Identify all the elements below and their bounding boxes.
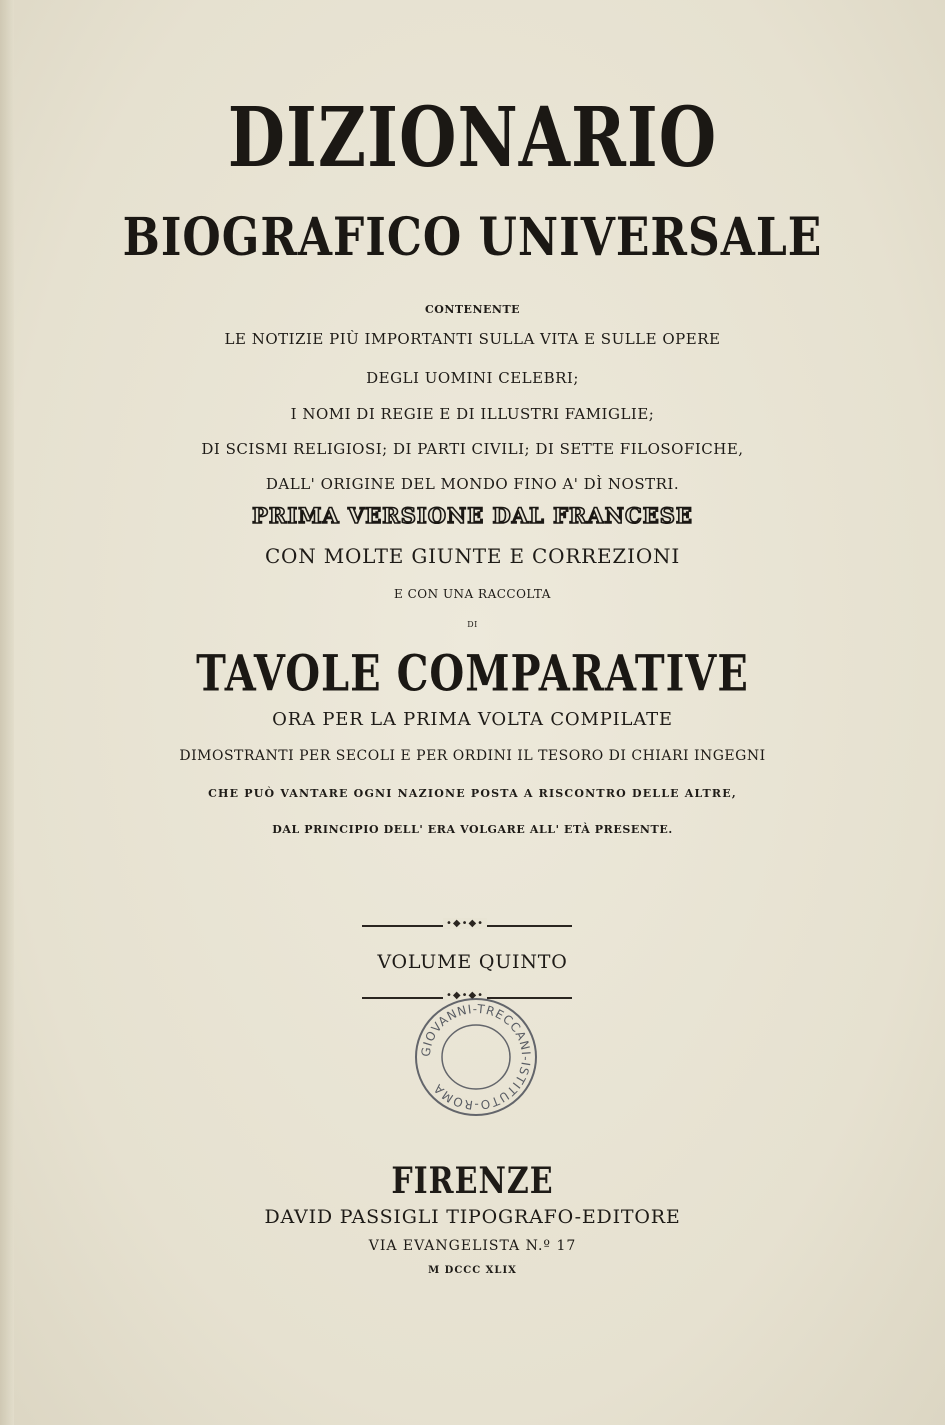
description-line-1: LE NOTIZIE PIÙ IMPORTANTI SULLA VITA E SULLE OPERE (224, 330, 721, 348)
title-line-1: DIZIONARIO (227, 88, 718, 186)
volume-label: VOLUME QUINTO (377, 951, 568, 973)
ornament-top: •◆•◆• (443, 918, 487, 929)
raccolta-line: E CON UNA RACCOLTA (394, 587, 551, 601)
svg-text:GIOVANNI-TRECCANI-ISTITUTO-ROM (419, 1002, 533, 1112)
description-line-2: DEGLI UOMINI CELEBRI; (366, 369, 579, 387)
tavole-title: TAVOLE COMPARATIVE (196, 644, 749, 703)
giunte-line: CON MOLTE GIUNTE E CORREZIONI (264, 544, 681, 568)
publisher: DAVID PASSIGLI TIPOGRAFO-EDITORE (264, 1206, 681, 1228)
tavole-line-1: ORA PER LA PRIMA VOLTA COMPILATE (272, 709, 673, 730)
description-line-5: DALL' ORIGINE DEL MONDO FINO A' DÌ NOSTRI. (265, 475, 680, 493)
library-stamp (412, 995, 540, 1119)
tavole-line-4: DAL PRINCIPIO DELL' ERA VOLGARE ALL' ETÀ PRESENTE. (272, 823, 673, 836)
title-line-2: BIOGRAFICO UNIVERSALE (122, 206, 823, 269)
tavole-line-3: CHE PUÒ VANTARE OGNI NAZIONE POSTA A RISCONTRO DELLE ALTRE, (208, 787, 737, 800)
address: VIA EVANGELISTA N.º 17 (368, 1238, 577, 1254)
city: FIRENZE (391, 1160, 554, 1203)
description-line-3: I NOMI DI REGIE E DI ILLUSTRI FAMIGLIE; (290, 405, 655, 423)
publication-year: M DCCC XLIX (428, 1265, 517, 1276)
ornament-bottom: •◆•◆• (443, 990, 487, 1001)
tavole-line-2: DIMOSTRANTI PER SECOLI E PER ORDINI IL TESORO DI CHIARI INGEGNI (179, 748, 766, 764)
stamp-ring-text: GIOVANNI-TRECCANI-ISTITUTO-ROMA (418, 1001, 534, 1113)
description-line-4: DI SCISMI RELIGIOSI; DI PARTI CIVILI; DI SETTE FILOSOFICHE, (201, 440, 744, 458)
version-line: PRIMA VERSIONE DAL FRANCESE (252, 503, 693, 528)
contenente-label: CONTENENTE (424, 303, 521, 316)
di-line: DI (467, 620, 478, 629)
